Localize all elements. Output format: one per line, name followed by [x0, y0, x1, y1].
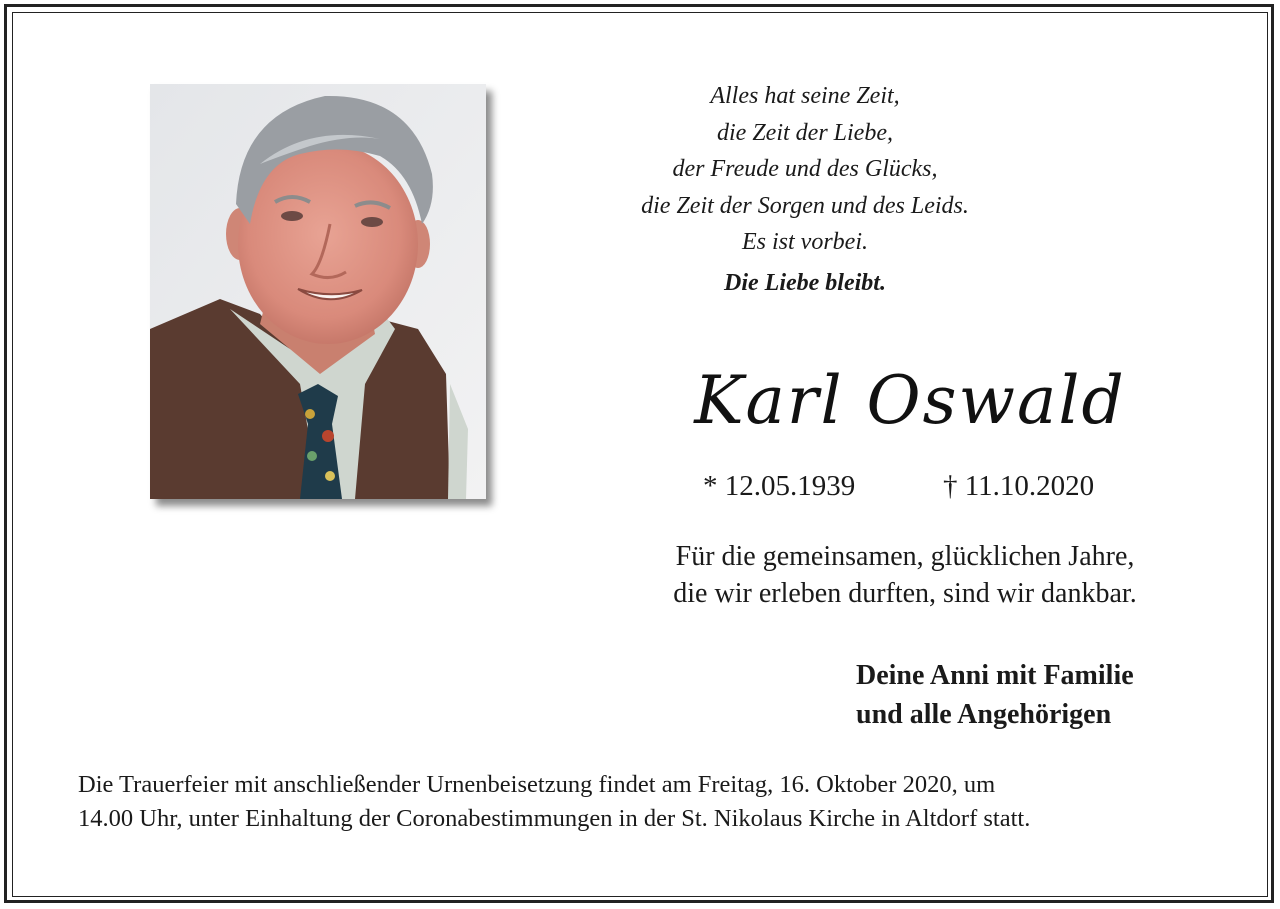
funeral-notice [78, 768, 1228, 835]
signature [856, 656, 1134, 734]
poem [605, 78, 1005, 261]
poem-closing: Die Liebe bleibt. [724, 270, 886, 296]
death-date: † 11.10.2020 [943, 470, 1095, 502]
poem-line: der Freude und des Glücks, [672, 156, 938, 182]
poem-line: Alles hat seine Zeit, [710, 83, 900, 109]
poem-line: Es ist vorbei. [742, 229, 868, 255]
thanks-text [605, 538, 1205, 612]
poem-line: die Zeit der Sorgen und des Leids. [641, 192, 969, 219]
deceased-name: Karl Oswald [694, 362, 1126, 439]
thanks-line: die wir erleben durften, sind wir dankbar. [673, 578, 1137, 609]
signature-line: und alle Angehörigen [856, 699, 1112, 730]
birth-date: * 12.05.1939 [703, 470, 856, 502]
thanks-line: Für die gemeinsamen, glücklichen Jahre, [675, 541, 1135, 572]
funeral-line: Die Trauerfeier mit anschließender Urnenbeisetzung findet am Freitag, 16. Oktober 2020, um [78, 771, 996, 798]
signature-line: Deine Anni mit Familie [856, 660, 1134, 691]
poem-line: die Zeit der Liebe, [717, 119, 893, 146]
funeral-line: 14.00 Uhr, unter Einhaltung der Coronabestimmungen in der St. Nikolaus Kirche in Altdorf statt. [78, 804, 1031, 832]
portrait-photo [150, 84, 486, 499]
